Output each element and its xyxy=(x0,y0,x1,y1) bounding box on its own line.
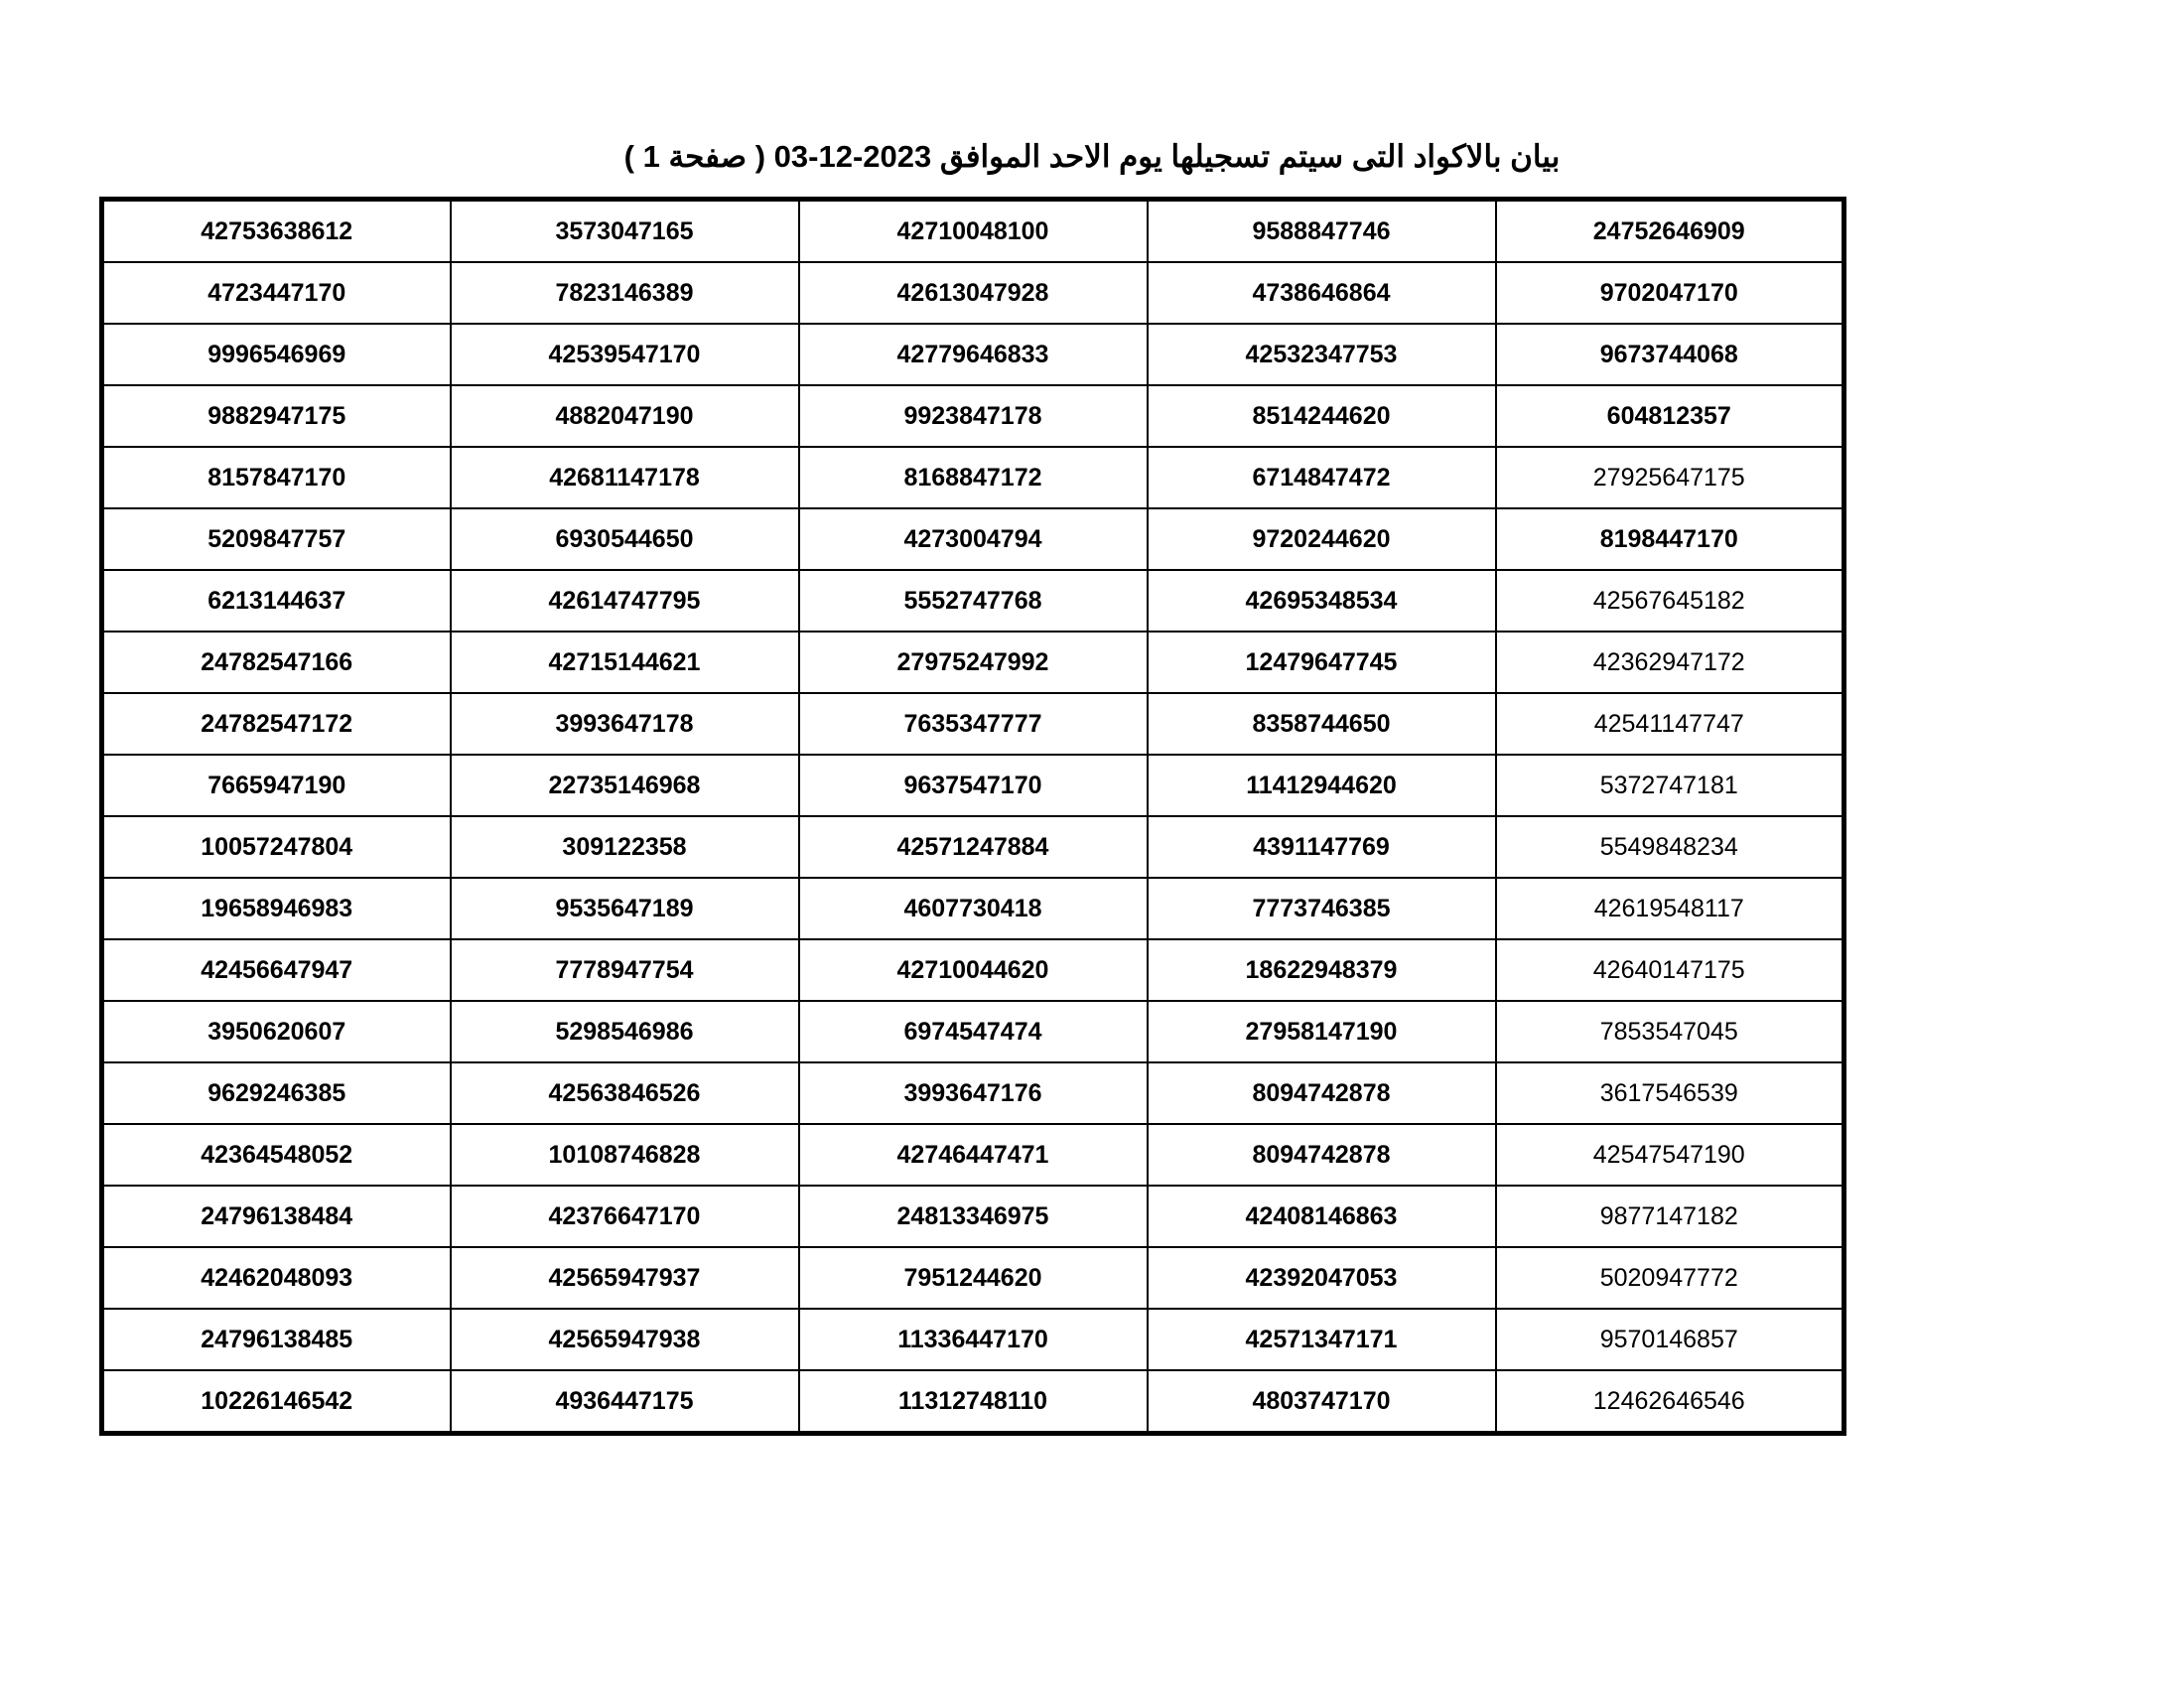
table-cell-code: 4273004794 xyxy=(799,508,1148,570)
table-row xyxy=(102,1062,1844,1124)
table-cell-code: 10226146542 xyxy=(102,1370,451,1434)
table-cell-code: 604812357 xyxy=(1496,385,1844,447)
table-cell-code: 42563846526 xyxy=(451,1062,799,1124)
table-cell-code: 11336447170 xyxy=(799,1309,1148,1370)
table-cell-code: 24796138484 xyxy=(102,1186,451,1247)
table-cell-code: 9720244620 xyxy=(1148,508,1496,570)
table-cell-code: 9882947175 xyxy=(102,385,451,447)
table-row xyxy=(102,447,1844,508)
table-cell-code: 9996546969 xyxy=(102,324,451,385)
table-cell-code: 3993647178 xyxy=(451,693,799,755)
table-row xyxy=(102,1001,1844,1062)
table-cell-code: 8198447170 xyxy=(1496,508,1844,570)
table-cell-code: 27975247992 xyxy=(799,632,1148,693)
table-cell-code: 7778947754 xyxy=(451,939,799,1001)
table-cell-code: 9673744068 xyxy=(1496,324,1844,385)
table-cell-code: 42779646833 xyxy=(799,324,1148,385)
table-cell-code: 7773746385 xyxy=(1148,878,1496,939)
table-cell-code: 42640147175 xyxy=(1496,939,1844,1001)
table-row xyxy=(102,693,1844,755)
table-cell-code: 12479647745 xyxy=(1148,632,1496,693)
table-cell-code: 42567645182 xyxy=(1496,570,1844,632)
table-cell-code: 9629246385 xyxy=(102,1062,451,1124)
table-cell-code: 4607730418 xyxy=(799,878,1148,939)
table-cell-code: 42619548117 xyxy=(1496,878,1844,939)
table-cell-code: 5372747181 xyxy=(1496,755,1844,816)
table-cell-code: 4723447170 xyxy=(102,262,451,324)
table-cell-code: 8094742878 xyxy=(1148,1124,1496,1186)
table-row xyxy=(102,1370,1844,1434)
table-cell-code: 8168847172 xyxy=(799,447,1148,508)
table-cell-code: 42392047053 xyxy=(1148,1247,1496,1309)
table-cell-code: 5298546986 xyxy=(451,1001,799,1062)
table-cell-code: 24782547172 xyxy=(102,693,451,755)
table-row xyxy=(102,939,1844,1001)
table-cell-code: 5209847757 xyxy=(102,508,451,570)
codes-table-body xyxy=(102,200,1844,1434)
table-cell-code: 5552747768 xyxy=(799,570,1148,632)
table-cell-code: 42364548052 xyxy=(102,1124,451,1186)
table-cell-code: 42571247884 xyxy=(799,816,1148,878)
table-cell-code: 8157847170 xyxy=(102,447,451,508)
table-cell-code: 42710048100 xyxy=(799,200,1148,263)
table-row xyxy=(102,570,1844,632)
table-cell-code: 42746447471 xyxy=(799,1124,1148,1186)
table-cell-code: 5549848234 xyxy=(1496,816,1844,878)
table-cell-code: 9877147182 xyxy=(1496,1186,1844,1247)
table-cell-code: 10108746828 xyxy=(451,1124,799,1186)
table-cell-code: 3950620607 xyxy=(102,1001,451,1062)
table-cell-code: 42539547170 xyxy=(451,324,799,385)
table-cell-code: 11412944620 xyxy=(1148,755,1496,816)
table-cell-code: 42715144621 xyxy=(451,632,799,693)
table-cell-code: 309122358 xyxy=(451,816,799,878)
table-row xyxy=(102,1124,1844,1186)
table-cell-code: 9702047170 xyxy=(1496,262,1844,324)
table-cell-code: 10057247804 xyxy=(102,816,451,878)
table-cell-code: 42753638612 xyxy=(102,200,451,263)
table-cell-code: 6213144637 xyxy=(102,570,451,632)
table-cell-code: 7951244620 xyxy=(799,1247,1148,1309)
table-row xyxy=(102,816,1844,878)
table-row xyxy=(102,1309,1844,1370)
table-cell-code: 18622948379 xyxy=(1148,939,1496,1001)
table-cell-code: 42614747795 xyxy=(451,570,799,632)
table-cell-code: 9570146857 xyxy=(1496,1309,1844,1370)
table-cell-code: 42462048093 xyxy=(102,1247,451,1309)
table-cell-code: 4391147769 xyxy=(1148,816,1496,878)
table-cell-code: 42695348534 xyxy=(1148,570,1496,632)
table-cell-code: 7635347777 xyxy=(799,693,1148,755)
page-title: بيان بالاكواد التى سيتم تسجيلها يوم الاحد الموافق 2023-12-03 ( صفحة 1 ) xyxy=(623,139,1561,174)
table-cell-code: 6974547474 xyxy=(799,1001,1148,1062)
table-cell-code: 42571347171 xyxy=(1148,1309,1496,1370)
table-cell-code: 3573047165 xyxy=(451,200,799,263)
table-cell-code: 9637547170 xyxy=(799,755,1148,816)
table-cell-code: 42456647947 xyxy=(102,939,451,1001)
table-cell-code: 42532347753 xyxy=(1148,324,1496,385)
table-cell-code: 6930544650 xyxy=(451,508,799,570)
table-row xyxy=(102,755,1844,816)
codes-table xyxy=(99,197,1846,1436)
table-cell-code: 42613047928 xyxy=(799,262,1148,324)
table-cell-code: 42710044620 xyxy=(799,939,1148,1001)
table-cell-code: 8094742878 xyxy=(1148,1062,1496,1124)
table-row xyxy=(102,508,1844,570)
table-row xyxy=(102,632,1844,693)
table-cell-code: 7665947190 xyxy=(102,755,451,816)
table-cell-code: 42376647170 xyxy=(451,1186,799,1247)
table-cell-code: 9588847746 xyxy=(1148,200,1496,263)
table-cell-code: 27925647175 xyxy=(1496,447,1844,508)
table-cell-code: 3617546539 xyxy=(1496,1062,1844,1124)
table-cell-code: 8358744650 xyxy=(1148,693,1496,755)
table-row xyxy=(102,878,1844,939)
table-cell-code: 22735146968 xyxy=(451,755,799,816)
table-cell-code: 9535647189 xyxy=(451,878,799,939)
table-row xyxy=(102,324,1844,385)
table-cell-code: 12462646546 xyxy=(1496,1370,1844,1434)
table-cell-code: 19658946983 xyxy=(102,878,451,939)
table-cell-code: 7823146389 xyxy=(451,262,799,324)
table-cell-code: 42408146863 xyxy=(1148,1186,1496,1247)
table-cell-code: 42362947172 xyxy=(1496,632,1844,693)
table-cell-code: 11312748110 xyxy=(799,1370,1148,1434)
table-cell-code: 4936447175 xyxy=(451,1370,799,1434)
table-cell-code: 7853547045 xyxy=(1496,1001,1844,1062)
table-cell-code: 42681147178 xyxy=(451,447,799,508)
table-cell-code: 6714847472 xyxy=(1148,447,1496,508)
table-cell-code: 42565947938 xyxy=(451,1309,799,1370)
table-cell-code: 24752646909 xyxy=(1496,200,1844,263)
table-row xyxy=(102,1247,1844,1309)
table-cell-code: 4882047190 xyxy=(451,385,799,447)
table-cell-code: 42541147747 xyxy=(1496,693,1844,755)
table-row xyxy=(102,200,1844,263)
table-cell-code: 9923847178 xyxy=(799,385,1148,447)
table-cell-code: 27958147190 xyxy=(1148,1001,1496,1062)
table-row xyxy=(102,385,1844,447)
table-cell-code: 3993647176 xyxy=(799,1062,1148,1124)
table-cell-code: 5020947772 xyxy=(1496,1247,1844,1309)
table-cell-code: 42565947937 xyxy=(451,1247,799,1309)
table-cell-code: 24782547166 xyxy=(102,632,451,693)
table-cell-code: 8514244620 xyxy=(1148,385,1496,447)
table-cell-code: 4738646864 xyxy=(1148,262,1496,324)
table-cell-code: 42547547190 xyxy=(1496,1124,1844,1186)
table-cell-code: 24796138485 xyxy=(102,1309,451,1370)
codes-table-container xyxy=(99,197,1846,1436)
table-row xyxy=(102,262,1844,324)
table-cell-code: 24813346975 xyxy=(799,1186,1148,1247)
table-cell-code: 4803747170 xyxy=(1148,1370,1496,1434)
table-row xyxy=(102,1186,1844,1247)
